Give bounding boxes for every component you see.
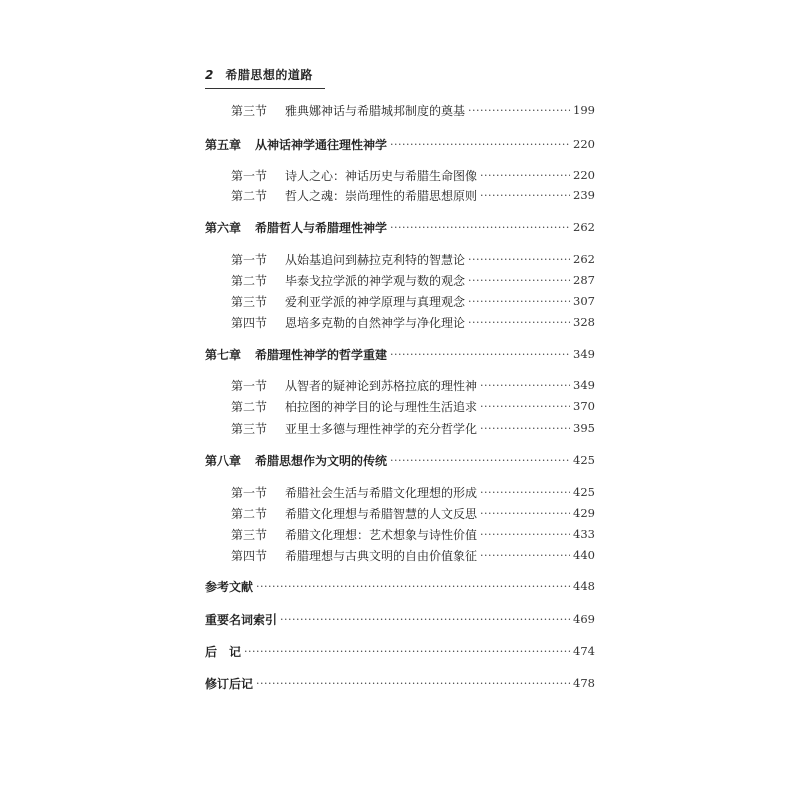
leader-dots <box>390 348 570 361</box>
entry-title: 爱利亚学派的神学原理与真理观念 <box>285 294 466 309</box>
entry-title: 亚里士多德与理性神学的充分哲学化 <box>285 421 478 436</box>
entry-number: 第三节 <box>231 527 268 542</box>
entry-page: 220 <box>573 137 595 151</box>
back-matter-title: 重要名词索引 <box>205 612 278 627</box>
chapter-number: 第五章 <box>205 137 242 152</box>
entry-title: 希腊理想与古典文明的自由价值象征 <box>285 548 478 563</box>
entry-page: 262 <box>573 220 595 234</box>
leader-dots <box>480 189 570 202</box>
entry-number: 第一节 <box>231 378 268 393</box>
toc-entry[interactable] <box>231 167 595 183</box>
entry-number: 第三节 <box>231 103 268 118</box>
back-matter-title: 后 记 <box>205 644 242 659</box>
entry-title: 恩培多克勒的自然神学与净化理论 <box>285 315 466 330</box>
chapter-title: 希腊哲人与希腊理性神学 <box>255 220 388 235</box>
toc-entry[interactable] <box>231 377 595 393</box>
chapter-number: 第六章 <box>205 220 242 235</box>
entry-title: 从智者的疑神论到苏格拉底的理性神 <box>285 378 478 393</box>
running-header <box>205 66 325 89</box>
toc-back-matter[interactable] <box>205 675 595 691</box>
leader-dots <box>480 528 570 541</box>
leader-dots <box>480 507 570 520</box>
entry-number: 第二节 <box>231 399 268 414</box>
toc-entry[interactable] <box>231 484 595 500</box>
entry-number: 第三节 <box>231 421 268 436</box>
leader-dots <box>480 400 570 413</box>
entry-title: 柏拉图的神学目的论与理性生活追求 <box>285 399 478 414</box>
leader-dots <box>480 486 570 499</box>
toc-chapter[interactable] <box>205 136 595 152</box>
leader-dots <box>390 221 570 234</box>
entry-number: 第二节 <box>231 273 268 288</box>
entry-number: 第二节 <box>231 506 268 521</box>
leader-dots <box>480 169 570 182</box>
leader-dots <box>280 613 570 626</box>
entry-page: 395 <box>573 421 595 435</box>
entry-page: 478 <box>573 676 595 690</box>
leader-dots <box>480 422 570 435</box>
entry-page: 425 <box>573 453 595 467</box>
entry-page: 220 <box>573 168 595 182</box>
entry-number: 第三节 <box>231 294 268 309</box>
leader-dots <box>256 580 570 593</box>
leader-dots <box>468 104 570 117</box>
leader-dots <box>468 253 570 266</box>
toc-entry[interactable] <box>231 102 595 118</box>
toc-back-matter[interactable] <box>205 611 595 627</box>
entry-page: 287 <box>573 273 595 287</box>
leader-dots <box>390 454 570 467</box>
entry-title: 哲人之魂：崇尚理性的希腊思想原则 <box>285 188 478 203</box>
toc-chapter[interactable] <box>205 452 595 468</box>
entry-title: 希腊文化理想与希腊智慧的人文反思 <box>285 506 478 521</box>
entry-number: 第二节 <box>231 188 268 203</box>
leader-dots <box>256 677 570 690</box>
toc-entry[interactable] <box>231 526 595 542</box>
toc-entry[interactable] <box>231 505 595 521</box>
entry-page: 199 <box>573 103 595 117</box>
toc-entry[interactable] <box>231 293 595 309</box>
chapter-title: 从神话神学通往理性神学 <box>255 137 388 152</box>
toc-chapter[interactable] <box>205 219 595 235</box>
book-title: 希腊思想的道路 <box>225 68 313 82</box>
chapter-title: 希腊理性神学的哲学重建 <box>255 347 388 362</box>
entry-page: 370 <box>573 399 595 413</box>
toc-entry[interactable] <box>231 251 595 267</box>
entry-number: 第一节 <box>231 168 268 183</box>
entry-number: 第一节 <box>231 485 268 500</box>
back-matter-title: 参考文献 <box>205 579 254 594</box>
toc-chapter[interactable] <box>205 346 595 362</box>
back-matter-title: 修订后记 <box>205 676 254 691</box>
entry-page: 433 <box>573 527 595 541</box>
entry-title: 从始基追问到赫拉克利特的智慧论 <box>285 252 466 267</box>
leader-dots <box>480 379 570 392</box>
entry-title: 希腊社会生活与希腊文化理想的形成 <box>285 485 478 500</box>
page-number: 2 <box>205 68 214 82</box>
leader-dots <box>468 274 570 287</box>
leader-dots <box>480 549 570 562</box>
toc-entry[interactable] <box>231 272 595 288</box>
entry-page: 429 <box>573 506 595 520</box>
entry-title: 诗人之心：神话历史与希腊生命图像 <box>285 168 478 183</box>
entry-title: 毕泰戈拉学派的神学观与数的观念 <box>285 273 466 288</box>
leader-dots <box>468 316 570 329</box>
entry-page: 448 <box>573 579 595 593</box>
entry-title: 希腊文化理想：艺术想象与诗性价值 <box>285 527 478 542</box>
entry-number: 第一节 <box>231 252 268 267</box>
toc-entry[interactable] <box>231 187 595 203</box>
leader-dots <box>244 645 570 658</box>
entry-number: 第四节 <box>231 315 268 330</box>
toc-back-matter[interactable] <box>205 643 595 659</box>
entry-page: 469 <box>573 612 595 626</box>
toc-back-matter[interactable] <box>205 578 595 594</box>
entry-page: 307 <box>573 294 595 308</box>
leader-dots <box>468 295 570 308</box>
entry-page: 328 <box>573 315 595 329</box>
entry-page: 474 <box>573 644 595 658</box>
chapter-number: 第七章 <box>205 347 242 362</box>
chapter-number: 第八章 <box>205 453 242 468</box>
entry-page: 239 <box>573 188 595 202</box>
entry-page: 262 <box>573 252 595 266</box>
entry-title: 雅典娜神话与希腊城邦制度的奠基 <box>285 103 466 118</box>
entry-number: 第四节 <box>231 548 268 563</box>
toc-entry[interactable] <box>231 314 595 330</box>
entry-page: 349 <box>573 347 595 361</box>
entry-page: 440 <box>573 548 595 562</box>
toc-entry[interactable] <box>231 398 595 414</box>
toc-entry[interactable] <box>231 420 595 436</box>
entry-page: 425 <box>573 485 595 499</box>
leader-dots <box>390 138 570 151</box>
toc-entry[interactable] <box>231 547 595 563</box>
entry-page: 349 <box>573 378 595 392</box>
chapter-title: 希腊思想作为文明的传统 <box>255 453 388 468</box>
